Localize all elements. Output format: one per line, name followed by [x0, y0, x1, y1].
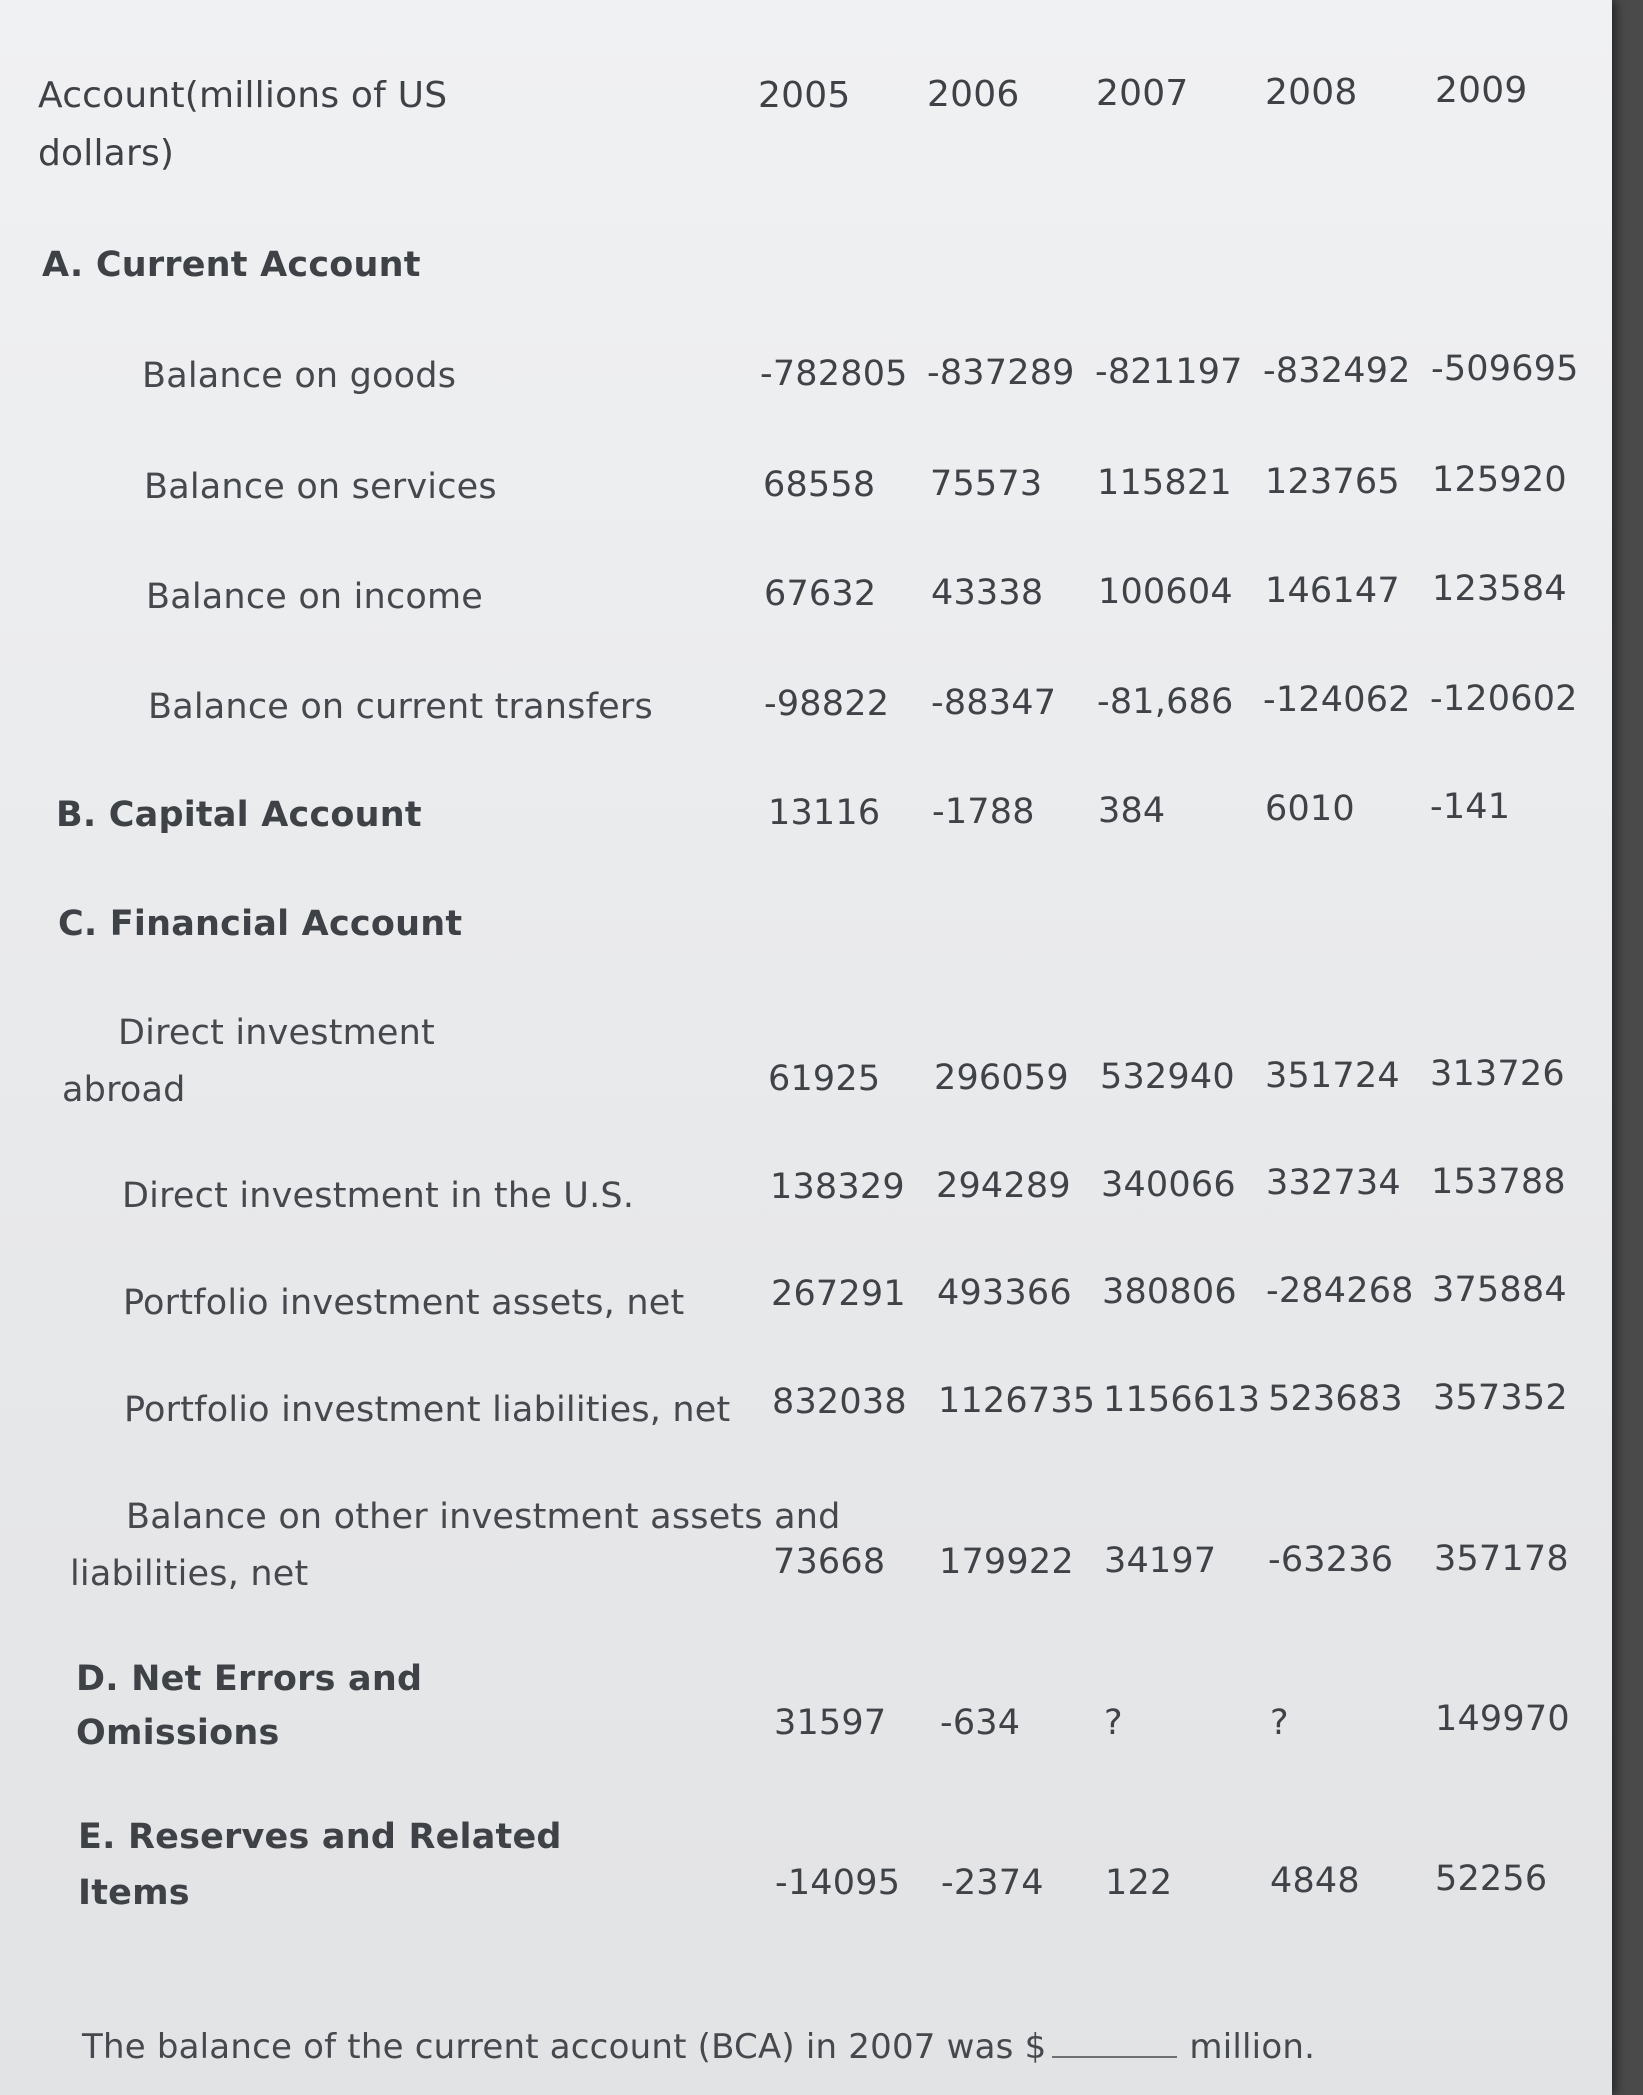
- answer-blank[interactable]: [1052, 2056, 1177, 2058]
- cell-other-2005: 73668: [773, 1542, 886, 1582]
- cell-transfers-2008: -124062: [1263, 680, 1411, 720]
- cell-reserves-2009: 52256: [1435, 1859, 1548, 1899]
- row-label-pia: Portfolio investment assets, net: [123, 1283, 685, 1323]
- section-reserves-line2: Items: [78, 1873, 190, 1913]
- cell-diu-2007: 340066: [1101, 1165, 1236, 1205]
- cell-income-2008: 146147: [1265, 571, 1400, 611]
- header-year-2006: 2006: [927, 74, 1020, 115]
- section-net-errors-line1: D. Net Errors and: [76, 1659, 423, 1699]
- cell-services-2008: 123765: [1265, 462, 1400, 502]
- question-text: [82, 2027, 1316, 2067]
- row-label-dia-line1: Direct investment: [118, 1013, 435, 1053]
- cell-errors-2008: ?: [1270, 1703, 1289, 1743]
- cell-capital-2007: 384: [1098, 791, 1166, 831]
- cell-transfers-2005: -98822: [764, 684, 890, 724]
- cell-pil-2008: 523683: [1268, 1379, 1403, 1419]
- cell-capital-2009: -141: [1430, 787, 1511, 827]
- cell-errors-2009: 149970: [1435, 1699, 1570, 1739]
- header-label-line1: Account(millions of US: [38, 75, 448, 116]
- row-label-income: Balance on income: [146, 577, 484, 617]
- cell-services-2009: 125920: [1432, 460, 1567, 500]
- row-label-goods: Balance on goods: [142, 356, 457, 396]
- cell-errors-2005: 31597: [774, 1703, 887, 1743]
- cell-other-2006: 179922: [939, 1542, 1074, 1582]
- cell-dia-2008: 351724: [1265, 1056, 1400, 1096]
- cell-diu-2006: 294289: [936, 1166, 1071, 1206]
- cell-dia-2009: 313726: [1430, 1054, 1565, 1094]
- cell-income-2007: 100604: [1098, 572, 1233, 612]
- cell-reserves-2006: -2374: [941, 1863, 1044, 1903]
- row-label-other-line2: liabilities, net: [70, 1554, 309, 1594]
- cell-pia-2009: 375884: [1432, 1270, 1567, 1310]
- header-year-2005: 2005: [758, 75, 851, 116]
- cell-income-2009: 123584: [1432, 569, 1567, 609]
- row-label-pil: Portfolio investment liabilities, net: [124, 1390, 731, 1430]
- cell-transfers-2009: -120602: [1430, 679, 1578, 719]
- cell-capital-2005: 13116: [768, 793, 881, 833]
- cell-services-2005: 68558: [763, 465, 876, 505]
- cell-pia-2008: -284268: [1266, 1271, 1414, 1311]
- row-label-dia-line2: abroad: [62, 1070, 186, 1110]
- cell-pia-2005: 267291: [771, 1274, 906, 1314]
- section-financial-account: C. Financial Account: [58, 904, 463, 944]
- question-suffix: million.: [1189, 2027, 1316, 2067]
- cell-pil-2005: 832038: [772, 1382, 907, 1422]
- header-label-line2: dollars): [38, 133, 175, 174]
- row-label-diu: Direct investment in the U.S.: [122, 1176, 635, 1216]
- section-capital-account: B. Capital Account: [56, 795, 422, 835]
- cell-dia-2005: 61925: [768, 1059, 881, 1099]
- cell-goods-2007: -821197: [1095, 352, 1243, 392]
- cell-pil-2007: 1156613: [1103, 1380, 1261, 1420]
- cell-capital-2008: 6010: [1265, 789, 1355, 829]
- section-net-errors-line2: Omissions: [76, 1713, 280, 1753]
- cell-pil-2009: 357352: [1433, 1378, 1568, 1418]
- cell-dia-2006: 296059: [934, 1058, 1069, 1098]
- section-current-account: A. Current Account: [42, 245, 421, 285]
- cell-dia-2007: 532940: [1100, 1057, 1235, 1097]
- cell-errors-2007: ?: [1104, 1703, 1123, 1743]
- cell-diu-2008: 332734: [1266, 1163, 1401, 1203]
- cell-goods-2006: -837289: [927, 353, 1075, 393]
- cell-transfers-2006: -88347: [931, 683, 1057, 723]
- cell-goods-2009: -509695: [1431, 349, 1579, 389]
- cell-goods-2008: -832492: [1263, 351, 1411, 391]
- cell-reserves-2008: 4848: [1270, 1861, 1360, 1901]
- cell-income-2006: 43338: [931, 573, 1044, 613]
- cell-capital-2006: -1788: [932, 792, 1035, 832]
- row-label-other-line1: Balance on other investment assets and: [126, 1497, 841, 1537]
- cell-other-2008: -63236: [1268, 1540, 1394, 1580]
- cell-reserves-2005: -14095: [775, 1863, 901, 1903]
- cell-pia-2006: 493366: [937, 1273, 1072, 1313]
- cell-diu-2005: 138329: [770, 1167, 905, 1207]
- cell-other-2009: 357178: [1434, 1539, 1569, 1579]
- cell-reserves-2007: 122: [1105, 1863, 1173, 1903]
- cell-services-2007: 115821: [1097, 463, 1232, 503]
- cell-pia-2007: 380806: [1102, 1272, 1237, 1312]
- header-year-2009: 2009: [1435, 70, 1528, 111]
- cell-other-2007: 34197: [1104, 1541, 1217, 1581]
- header-year-2008: 2008: [1265, 72, 1358, 113]
- cell-services-2006: 75573: [930, 464, 1043, 504]
- cell-pil-2006: 1126735: [938, 1381, 1096, 1421]
- cell-errors-2006: -634: [940, 1703, 1021, 1743]
- header-year-2007: 2007: [1096, 73, 1189, 114]
- section-reserves-line1: E. Reserves and Related: [78, 1817, 562, 1857]
- question-prefix: The balance of the current account (BCA) in 2007 was $: [82, 2027, 1047, 2067]
- row-label-services: Balance on services: [144, 467, 497, 507]
- row-label-transfers: Balance on current transfers: [148, 687, 653, 727]
- cell-goods-2005: -782805: [760, 354, 908, 394]
- cell-diu-2009: 153788: [1431, 1162, 1566, 1202]
- cell-transfers-2007: -81,686: [1097, 682, 1234, 722]
- cell-income-2005: 67632: [764, 574, 877, 614]
